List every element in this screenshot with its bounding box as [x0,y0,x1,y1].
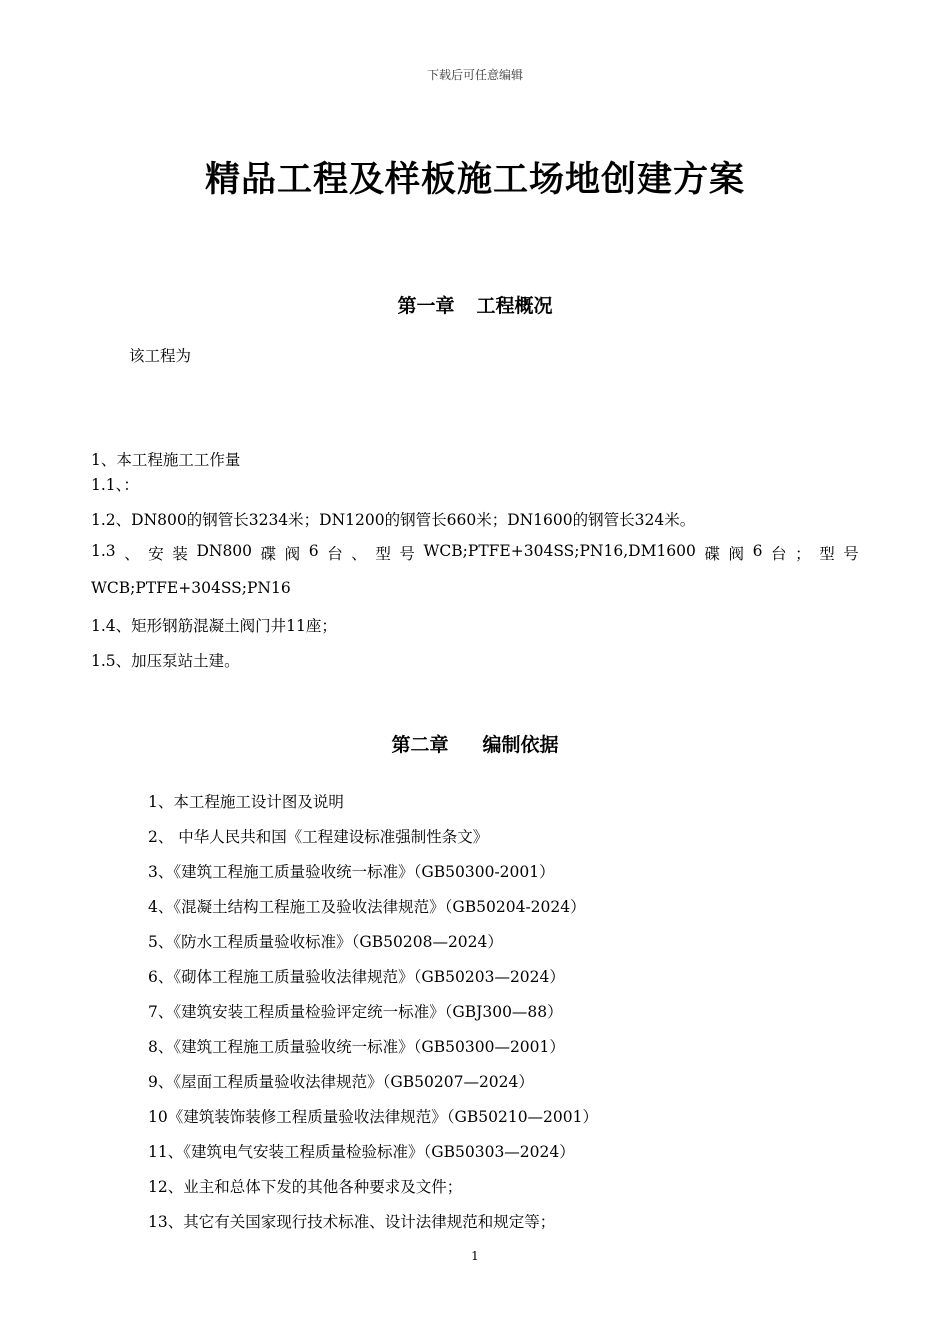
justified-token: 号 [843,545,859,563]
basis-item-11: 11、《建筑电气安装工程质量检验标准》（GB50303—2024） [148,1143,575,1161]
section-item-1-3 [91,542,859,564]
chapter-1-heading [0,291,950,318]
justified-token: DN800 [196,542,253,560]
justified-token: 6 [308,542,319,560]
justified-token: 1.3 [91,542,116,560]
chapter-1-title: 工程概况 [476,295,553,317]
basis-item-6: 6、《砌体工程施工质量验收法律规范》（GB50203—2024） [148,968,565,986]
justified-token: ； [795,545,811,563]
basis-item-12: 12、业主和总体下发的其他各种要求及文件； [148,1178,463,1196]
basis-item-5: 5、《防水工程质量验收标准》（GB50208—2024） [148,933,503,951]
basis-item-13: 13、其它有关国家现行技术标准、设计法律规范和规定等； [148,1213,556,1231]
basis-item-1: 1、本工程施工设计图及说明 [148,793,344,811]
chapter-2-title: 编制依据 [482,734,559,756]
section-item-1-1: 1.1、： [91,476,139,494]
justified-token: 碟 [704,545,720,563]
justified-token: 台 [327,545,343,563]
justified-token: 、 [351,545,367,563]
chapter-2-heading [0,730,950,757]
basis-item-3: 3、《建筑工程施工质量验收统一标准》（GB50300-2001） [148,863,555,881]
justified-token: WCB;PTFE+304SS;PN16,DM1600 [423,542,696,560]
document-title: 精品工程及样板施工场地创建方案 [204,160,745,200]
justified-token: 型 [375,545,391,563]
justified-token: 6 [752,542,763,560]
justified-token: 、 [124,545,140,563]
basis-item-2: 2、 中华人民共和国《工程建设标准强制性条文》 [148,828,489,846]
justified-token: 台 [771,545,787,563]
chapter-2-label: 第二章 [391,734,449,756]
section-1-heading: 1、本工程施工工作量 [91,451,241,469]
justified-token: 号 [399,545,415,563]
justified-token: 安 [148,545,164,563]
section-item-1-3-cont: WCB;PTFE+304SS;PN16 [91,579,291,597]
justified-token: 型 [819,545,835,563]
justified-token: 阀 [284,545,301,563]
chapter-1-intro: 该工程为 [129,347,192,365]
justified-token: 装 [172,545,188,563]
basis-item-4: 4、《混凝土结构工程施工及验收法律规范》（GB50204-2024） [148,898,586,916]
section-item-1-4: 1.4、矩形钢筋混凝土阀门井11座； [91,617,337,635]
basis-item-8: 8、《建筑工程施工质量验收统一标准》（GB50300—2001） [148,1038,565,1056]
basis-item-9: 9、《屋面工程质量验收法律规范》（GB50207—2024） [148,1073,534,1091]
section-item-1-5: 1.5、加压泵站土建。 [91,652,240,670]
justified-token: 阀 [728,545,745,563]
section-item-1-2: 1.2、DN800的钢管长3234米；DN1200的钢管长660米；DN1600的钢管长324米。 [91,511,696,529]
page-number: 1 [471,1249,479,1263]
chapter-1-label: 第一章 [397,295,455,317]
justified-token: 碟 [260,545,277,563]
basis-item-10: 10《建筑装饰装修工程质量验收法律规范》（GB50210—2001） [148,1108,599,1126]
basis-item-7: 7、《建筑安装工程质量检验评定统一标准》（GBJ300—88） [148,1003,563,1021]
header-note: 下载后可任意编辑 [426,68,523,82]
